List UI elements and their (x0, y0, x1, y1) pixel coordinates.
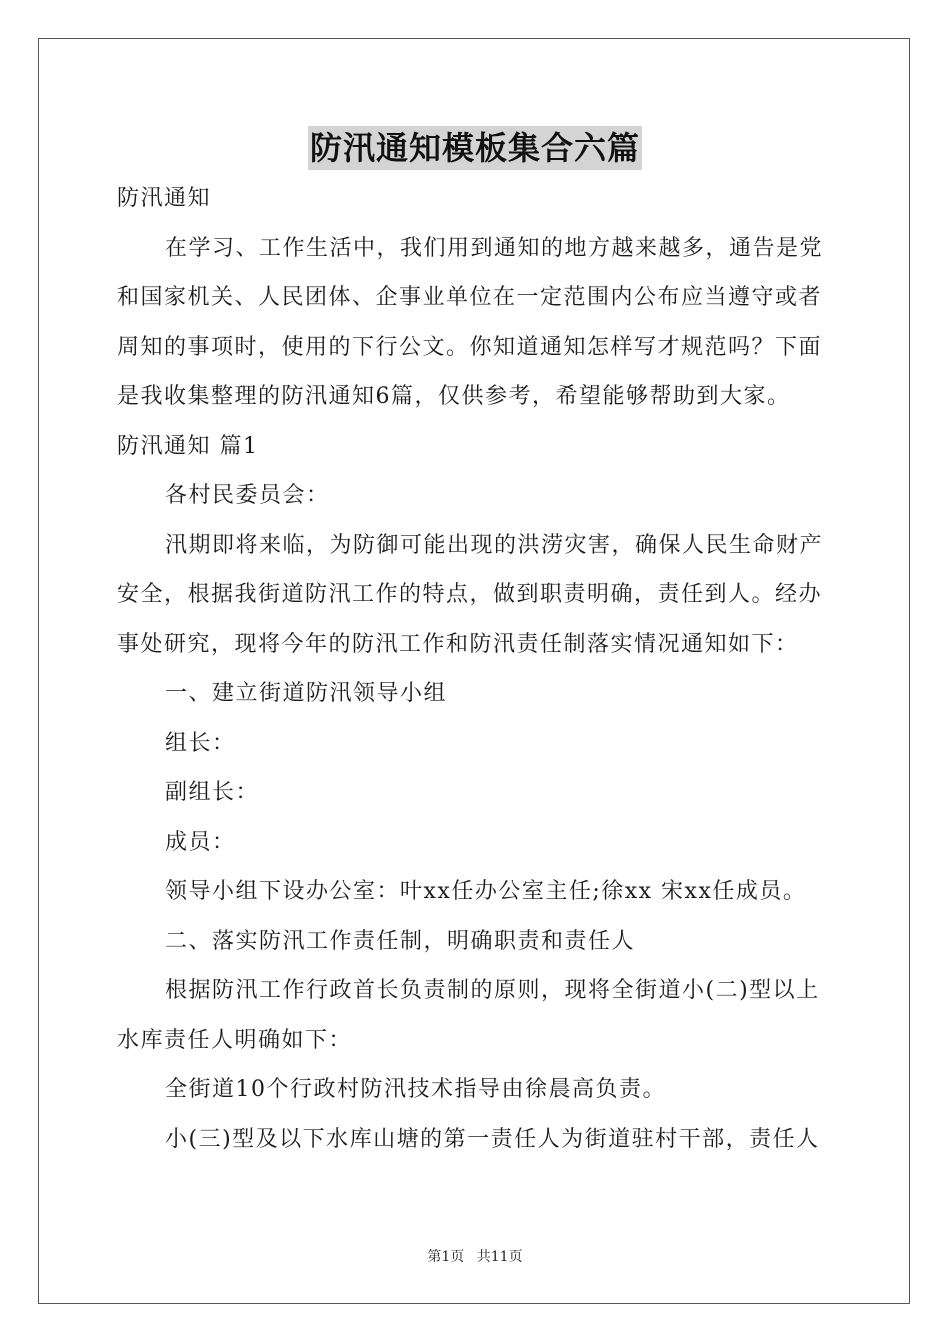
paragraph: 各村民委员会： (165, 483, 330, 508)
document-body (117, 174, 837, 1164)
paragraph: 在学习、工作生活中，我们用到通知的地方越来越多，通告是党和国家机关、人民团体、企事业单位在一定范围内公布应当遵守或者周知的事项时，使用的下行公文。你知道通知怎样写才规范吗？下面是我收集整理的防汛通知6篇，仅供参考，希望能够帮助到大家。 (117, 235, 824, 409)
paragraph: 领导小组下设办公室：叶xx任办公室主任;徐xx 宋xx任成员。 (165, 879, 807, 904)
document-title: 防汛通知模板集合六篇 (308, 126, 642, 170)
paragraph: 二、落实防汛工作责任制，明确职责和责任人 (165, 928, 636, 954)
paragraph: 防汛通知 (117, 186, 212, 211)
paragraph: 副组长： (165, 780, 260, 805)
section-heading: 防汛通知 篇1 (117, 433, 259, 459)
paragraph: 全街道10个行政村防汛技术指导由徐晨高负责。 (165, 1077, 666, 1102)
paragraph: 组长： (165, 730, 236, 756)
paragraph: 一、建立街道防汛领导小组 (165, 681, 448, 706)
page-number: 第1页 (427, 1249, 465, 1265)
paragraph: 根据防汛工作行政首长负责制的原则，现将全街道小(二)型以上水库责任人明确如下： (117, 978, 820, 1053)
page-footer (0, 1246, 950, 1266)
paragraph: 汛期即将来临，为防御可能出现的洪涝灾害，确保人民生命财产安全，根据我街道防汛工作的特点，做到职责明确，责任到人。经办事处研究，现将今年的防汛工作和防汛责任制落实情况通知如下： (117, 532, 824, 657)
page-total: 共11页 (476, 1249, 523, 1265)
title-container (0, 126, 950, 170)
paragraph: 成员： (165, 829, 236, 855)
paragraph: 小(三)型及以下水库山塘的第一责任人为街道驻村干部，责任人 (165, 1126, 820, 1152)
